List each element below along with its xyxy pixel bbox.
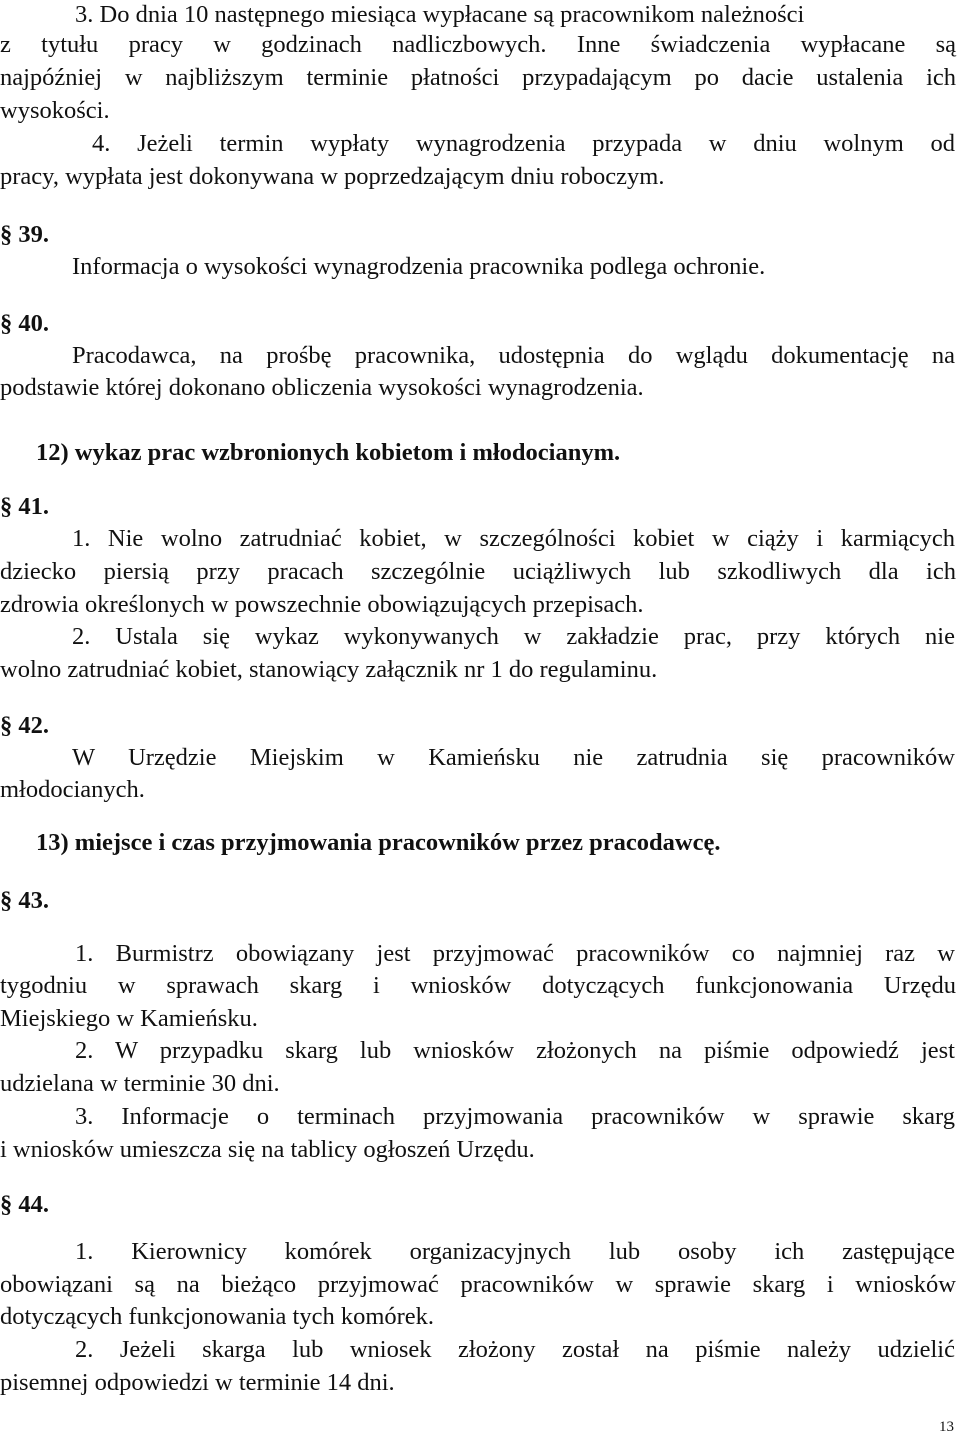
text-line: zdrowia określonych w powszechnie obowiązujących przepisach.: [0, 591, 644, 618]
text-line: wolno zatrudniać kobiet, stanowiący załącznik nr 1 do regulaminu.: [0, 656, 658, 683]
text-line: 3. Informacje o terminach przyjmowania pracowników w sprawie skarg: [75, 1103, 955, 1130]
section-heading: § 44.: [0, 1191, 49, 1218]
text-line: najpóźniej w najbliższym terminie płatności przypadającym po dacie ustalenia ich: [0, 64, 956, 91]
text-line: dotyczących funkcjonowania tych komórek.: [0, 1303, 435, 1330]
text-line: 4. Jeżeli termin wypłaty wynagrodzenia przypada w dniu wolnym od: [92, 130, 955, 157]
chapter-heading: 12) wykaz prac wzbronionych kobietom i młodocianym.: [36, 439, 621, 466]
text-line: z tytułu pracy w godzinach nadliczbowych. Inne świadczenia wypłacane są: [0, 31, 956, 58]
text-line: wysokości.: [0, 97, 110, 124]
text-line: 1. Burmistrz obowiązany jest przyjmować pracowników co najmniej raz w: [75, 940, 955, 967]
text-line: udzielana w terminie 30 dni.: [0, 1070, 280, 1097]
section-heading: § 41.: [0, 493, 49, 520]
text-line: pisemnej odpowiedzi w terminie 14 dni.: [0, 1369, 395, 1396]
chapter-heading: 13) miejsce i czas przyjmowania pracowników przez pracodawcę.: [36, 829, 721, 856]
section-heading: § 42.: [0, 712, 49, 739]
text-line: pracy, wypłata jest dokonywana w poprzedzającym dniu roboczym.: [0, 163, 665, 190]
text-line: podstawie której dokonano obliczenia wysokości wynagrodzenia.: [0, 374, 644, 401]
page-number: 13: [939, 1419, 954, 1435]
section-heading: § 40.: [0, 310, 49, 337]
text-line: Informacja o wysokości wynagrodzenia pracownika podlega ochronie.: [72, 253, 766, 280]
text-line: dziecko piersią przy pracach szczególnie uciążliwych lub szkodliwych dla ich: [0, 558, 956, 585]
text-line: 3. Do dnia 10 następnego miesiąca wypłacane są pracownikom należności: [75, 1, 805, 28]
section-heading: § 43.: [0, 887, 49, 914]
text-line: obowiązani są na bieżąco przyjmować pracowników w sprawie skarg i wniosków: [0, 1271, 956, 1298]
text-line: 1. Kierownicy komórek organizacyjnych lub osoby ich zastępujące: [75, 1238, 955, 1265]
text-line: 1. Nie wolno zatrudniać kobiet, w szczególności kobiet w ciąży i karmiących: [72, 525, 955, 552]
text-line: i wniosków umieszcza się na tablicy ogłoszeń Urzędu.: [0, 1136, 535, 1163]
text-line: młodocianych.: [0, 776, 145, 803]
text-line: 2. W przypadku skarg lub wniosków złożonych na piśmie odpowiedź jest: [75, 1037, 955, 1064]
text-line: Miejskiego w Kamieńsku.: [0, 1005, 258, 1032]
text-line: tygodniu w sprawach skarg i wniosków dotyczących funkcjonowania Urzędu: [0, 972, 956, 999]
section-heading: § 39.: [0, 221, 49, 248]
text-line: Pracodawca, na prośbę pracownika, udostępnia do wglądu dokumentację na: [72, 342, 955, 369]
text-line: 2. Ustala się wykaz wykonywanych w zakładzie prac, przy których nie: [72, 623, 955, 650]
text-line: 2. Jeżeli skarga lub wniosek złożony został na piśmie należy udzielić: [75, 1336, 955, 1363]
text-line: W Urzędzie Miejskim w Kamieńsku nie zatrudnia się pracowników: [72, 744, 955, 771]
